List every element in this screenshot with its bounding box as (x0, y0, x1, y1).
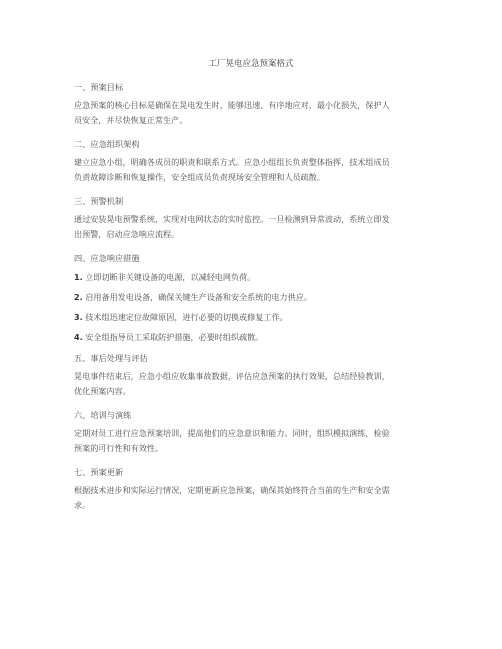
section-heading-goal: 一、预案目标 (74, 82, 124, 92)
section-heading-training: 六、培训与演练 (74, 410, 132, 420)
item-number: 4. (74, 332, 83, 342)
section-body-goal (74, 98, 430, 128)
paragraph-line: 定期对员工进行应急预案培训，提高他们的应急意识和能力。同时，组织模拟演练，检验 (74, 428, 390, 438)
item-number: 1. (74, 272, 83, 282)
paragraph-line: 出预警，启动应急响应流程。 (74, 229, 180, 239)
paragraph-line: 求。 (74, 500, 91, 510)
response-item-1 (74, 270, 430, 285)
paragraph-line: 负责故障诊断和恢复操作，安全组成员负责现场安全管理和人员疏散。 (74, 172, 325, 182)
section-heading-response: 四、应急响应措施 (74, 253, 140, 263)
paragraph-line: 根据技术进步和实际运行情况，定期更新应急预案，确保其始终符合当前的生产和安全需 (74, 485, 390, 495)
section-heading-update: 七、预案更新 (74, 467, 124, 477)
section-body-warning (74, 212, 430, 242)
section-body-aftermath (74, 369, 430, 399)
item-text: 技术组迅速定位故障原因，进行必要的切换或修复工作。 (82, 312, 288, 322)
response-item-2 (74, 290, 430, 305)
section-body-training (74, 426, 430, 456)
response-item-3 (74, 310, 430, 325)
item-number: 3. (74, 312, 83, 322)
paragraph-line: 建立应急小组，明确各成员的职责和联系方式。应急小组组长负责整体指挥，技术组成员 (74, 157, 390, 167)
item-number: 2. (74, 292, 83, 302)
paragraph-line: 应急预案的核心目标是确保在晃电发生时，能够迅速、有序地应对，最小化损失，保护人 (74, 100, 390, 110)
paragraph-line: 晃电事件结束后，应急小组应收集事故数据，评估应急预案的执行效果，总结经验教训， (74, 371, 390, 381)
section-body-organization (74, 155, 430, 185)
item-text: 启用备用发电设备，确保关键生产设备和安全系统的电力供应。 (82, 292, 312, 302)
document-title: 工厂晃电应急预案格式 (208, 59, 294, 69)
section-body-update (74, 483, 430, 513)
section-heading-organization: 二、应急组织架构 (74, 139, 140, 149)
section-heading-aftermath: 五、事后处理与评估 (74, 353, 148, 363)
section-heading-warning: 三、预警机制 (74, 196, 124, 206)
paragraph-line: 通过安装晃电预警系统，实现对电网状态的实时监控。一旦检测到异常波动，系统立即发 (74, 214, 390, 224)
paragraph-line: 员安全，并尽快恢复正常生产。 (74, 115, 188, 125)
item-text: 立即切断非关键设备的电源，以减轻电网负荷。 (82, 272, 256, 282)
paragraph-line: 预案的可行性和有效性。 (74, 443, 164, 453)
paragraph-line: 优化预案内容。 (74, 386, 131, 396)
item-text: 安全组指导员工采取防护措施，必要时组织疏散。 (82, 332, 264, 342)
response-item-4 (74, 330, 430, 345)
